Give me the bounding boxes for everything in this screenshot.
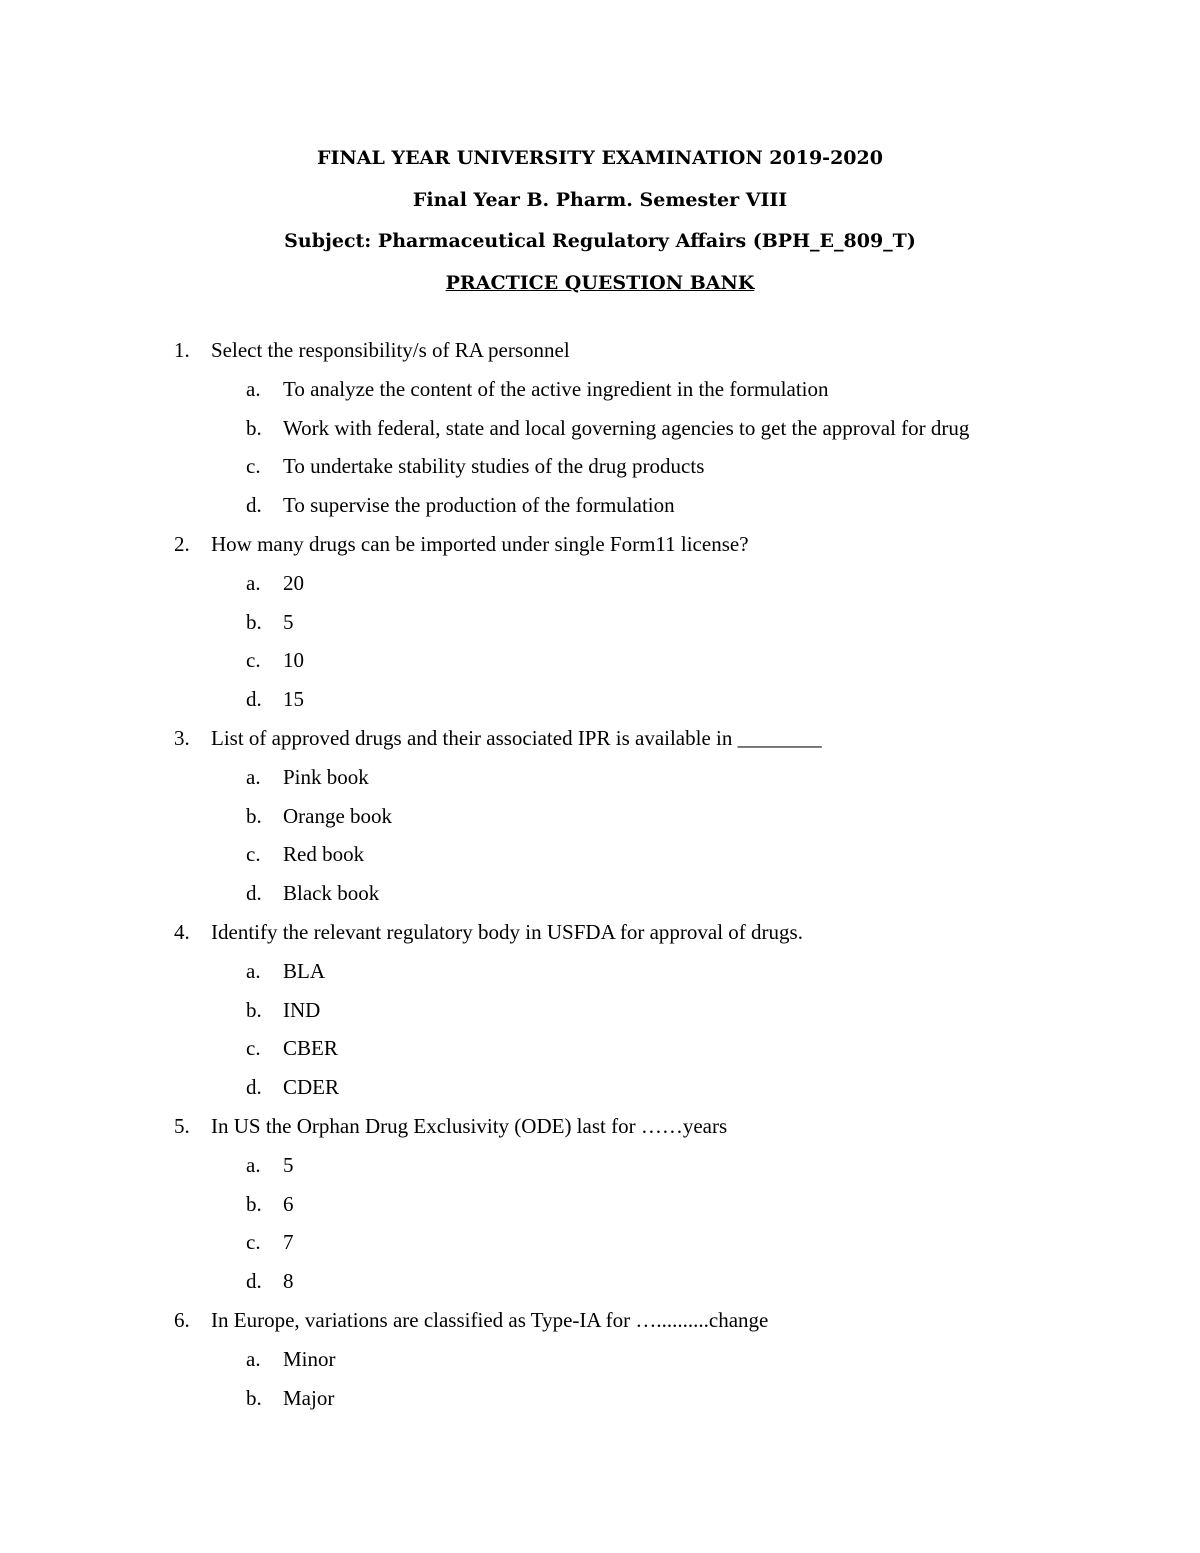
- option-letter: c.: [246, 1036, 261, 1061]
- option-letter: a.: [246, 764, 261, 789]
- option-text: To supervise the production of the formulation: [283, 493, 675, 518]
- question-bank-title: PRACTICE QUESTION BANK: [445, 271, 755, 294]
- answer-option: [0, 991, 1200, 1030]
- option-text: IND: [283, 997, 321, 1022]
- question-item: [0, 331, 1200, 370]
- option-text: CDER: [283, 1075, 340, 1100]
- answer-option: [0, 1223, 1200, 1262]
- option-letter: d.: [246, 1269, 262, 1294]
- option-letter: b.: [246, 609, 262, 634]
- option-text: 6: [283, 1191, 294, 1216]
- answer-option: [0, 564, 1200, 603]
- option-letter: b.: [246, 803, 262, 828]
- answer-option: [0, 447, 1200, 486]
- question-item: [0, 1301, 1200, 1340]
- option-letter: a.: [246, 958, 261, 983]
- option-text: Work with federal, state and local governing agencies to get the approval for drug: [283, 415, 970, 440]
- subject-title: Subject: Pharmaceutical Regulatory Affairs (BPH_E_809_T): [284, 230, 916, 252]
- question-item: [0, 913, 1200, 952]
- option-text: Red book: [283, 842, 365, 867]
- answer-option: [0, 797, 1200, 836]
- option-letter: b.: [246, 1191, 262, 1216]
- question-number: 6.: [174, 1307, 190, 1332]
- course-title: Final Year B. Pharm. Semester VIII: [412, 188, 788, 211]
- option-letter: c.: [246, 1230, 261, 1255]
- option-text: Major: [283, 1385, 335, 1410]
- answer-option: [0, 1340, 1200, 1379]
- option-text: 5: [283, 1152, 294, 1177]
- answer-option: [0, 486, 1200, 525]
- option-text: Black book: [283, 881, 380, 906]
- answer-option: [0, 680, 1200, 719]
- option-letter: b.: [246, 997, 262, 1022]
- option-text: BLA: [283, 958, 325, 983]
- option-text: Minor: [283, 1346, 336, 1371]
- answer-option: [0, 1185, 1200, 1224]
- question-number: 4.: [174, 919, 190, 944]
- answer-option: [0, 758, 1200, 797]
- answer-option: [0, 1146, 1200, 1185]
- question-number: 5.: [174, 1113, 190, 1138]
- option-letter: c.: [246, 842, 261, 867]
- option-letter: d.: [246, 687, 262, 712]
- option-text: Orange book: [283, 803, 393, 828]
- document-header: [0, 138, 1200, 304]
- option-text: To analyze the content of the active ingredient in the formulation: [283, 376, 829, 401]
- option-text: To undertake stability studies of the drug products: [283, 454, 705, 479]
- question-text: In Europe, variations are classified as Type-IA for …..........change: [211, 1307, 769, 1332]
- question-item: [0, 1107, 1200, 1146]
- question-text: How many drugs can be imported under single Form11 license?: [211, 531, 749, 556]
- option-text: 8: [283, 1269, 294, 1294]
- question-text: Select the responsibility/s of RA personnel: [211, 338, 570, 362]
- option-text: Pink book: [283, 764, 369, 789]
- question-text: Identify the relevant regulatory body in USFDA for approval of drugs.: [211, 919, 803, 944]
- answer-option: [0, 1068, 1200, 1107]
- option-letter: c.: [246, 648, 261, 673]
- option-text: CBER: [283, 1036, 338, 1061]
- option-letter: b.: [246, 415, 262, 440]
- option-text: 7: [283, 1230, 294, 1255]
- option-text: 10: [283, 648, 304, 673]
- answer-option: [0, 603, 1200, 642]
- question-text: List of approved drugs and their associated IPR is available in ________: [211, 725, 822, 750]
- answer-option: [0, 1262, 1200, 1301]
- question-number: 1.: [174, 338, 190, 362]
- option-letter: a.: [246, 376, 261, 401]
- option-text: 5: [283, 609, 294, 634]
- option-letter: d.: [246, 1075, 262, 1100]
- answer-option: [0, 641, 1200, 680]
- exam-title: FINAL YEAR UNIVERSITY EXAMINATION 2019-2020: [317, 147, 883, 169]
- option-text: 20: [283, 570, 304, 595]
- question-text: In US the Orphan Drug Exclusivity (ODE) last for ……years: [211, 1113, 728, 1138]
- question-item: [0, 719, 1200, 758]
- option-letter: a.: [246, 1152, 261, 1177]
- option-letter: a.: [246, 570, 261, 595]
- answer-option: [0, 1379, 1200, 1418]
- question-item: [0, 525, 1200, 564]
- answer-option: [0, 370, 1200, 409]
- option-text: 15: [283, 687, 304, 712]
- answer-option: [0, 952, 1200, 991]
- answer-option: [0, 835, 1200, 874]
- question-number: 3.: [174, 725, 190, 750]
- question-list: [0, 331, 1200, 1417]
- answer-option: [0, 1029, 1200, 1068]
- question-number: 2.: [174, 531, 190, 556]
- option-letter: a.: [246, 1346, 261, 1371]
- answer-option: [0, 874, 1200, 913]
- option-letter: d.: [246, 493, 262, 518]
- option-letter: d.: [246, 881, 262, 906]
- answer-option: [0, 409, 1200, 448]
- option-letter: b.: [246, 1385, 262, 1410]
- option-letter: c.: [246, 454, 261, 479]
